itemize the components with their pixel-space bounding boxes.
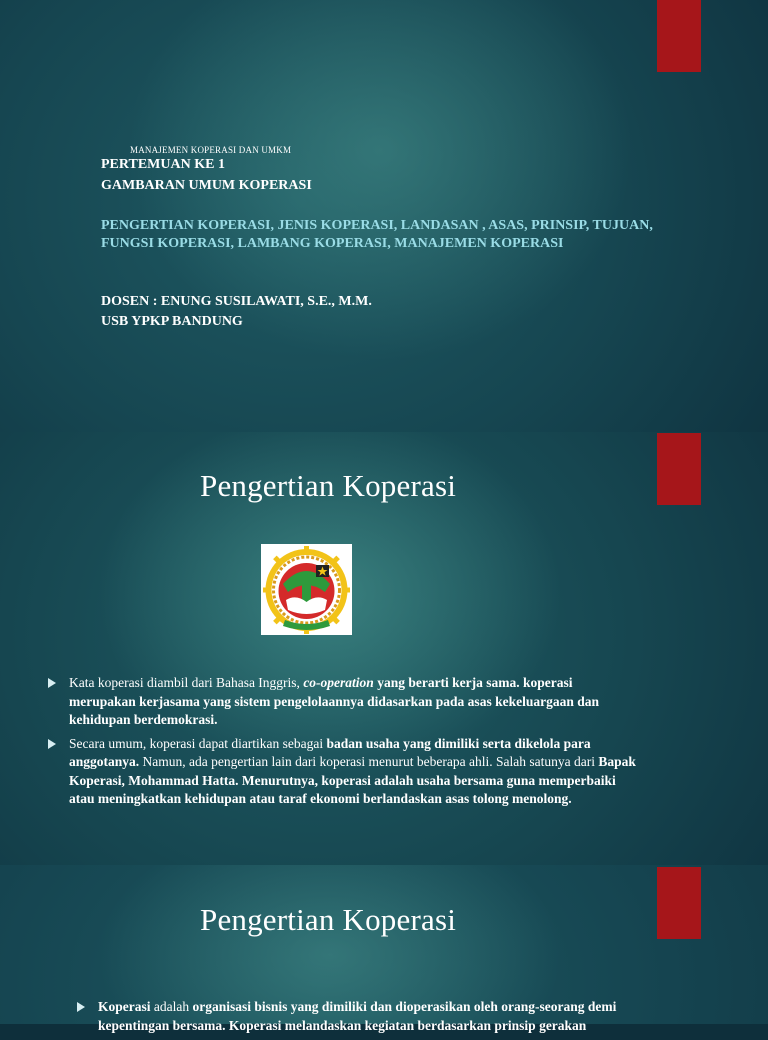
bullet-arrow-icon xyxy=(48,739,56,749)
bullet-text-bold: Koperasi xyxy=(98,999,151,1014)
bullet-text: Namun, ada pengertian lain dari koperasi menurut beberapa ahli. Salah satunya dari xyxy=(139,754,599,769)
definition-bullets xyxy=(47,674,637,814)
bullet-text-bold: Bapak Koperasi, Mohammad Hatta. Menurutnya, koperasi adalah usaha bersama guna memperbaiki atau meningkatkan kehidupan atau taraf ekonomi berlandaskan asas tolong menolong. xyxy=(69,754,636,806)
course-title: MANAJEMEN KOPERASI DAN UMKM xyxy=(130,145,292,155)
red-accent-bar xyxy=(657,0,701,72)
definition-bullets xyxy=(76,998,636,1040)
slide-title xyxy=(0,0,768,432)
cooperative-logo xyxy=(261,544,352,635)
bullet-text-bold: badan usaha yang dimiliki serta dikelola para anggotanya. xyxy=(69,735,591,769)
bullet-text: Secara umum, koperasi dapat diartikan sebagai xyxy=(69,735,327,751)
red-accent-bar xyxy=(657,867,701,939)
bullet-text-bold: organisasi bisnis yang dimiliki dan dioperasikan oleh orang-seorang demi kepentingan bersama. Koperasi melandaskan kegiatan berdasarkan prinsip gerakan xyxy=(98,999,617,1033)
bullet-text-emphasis: co-operation xyxy=(303,675,374,690)
red-accent-bar xyxy=(657,433,701,505)
bullet-text: adalah xyxy=(150,999,193,1014)
list-item xyxy=(76,998,636,1035)
bullet-text-bold: yang berarti kerja sama. koperasi merupakan kerjasama yang sistem pengelolaannya didasarkan pada asas kekeluargaan dan kehidupan berdemokrasi. xyxy=(69,675,599,727)
slide-definition xyxy=(0,432,768,865)
meeting-topic: GAMBARAN UMUM KOPERASI xyxy=(101,178,312,193)
slide-definition-continued xyxy=(0,865,768,1033)
meeting-number: PERTEMUAN KE 1 xyxy=(101,157,225,172)
bullet-text: Kata koperasi diambil dari Bahasa Inggris, xyxy=(69,675,304,690)
slide-heading: Pengertian Koperasi xyxy=(200,902,457,937)
bullet-arrow-icon xyxy=(77,1002,85,1012)
lecturer-name: DOSEN : ENUNG SUSILAWATI, S.E., M.M. xyxy=(101,294,372,309)
list-item xyxy=(47,674,637,730)
institution-name: USB YPKP BANDUNG xyxy=(101,314,243,329)
topics-subtitle: PENGERTIAN KOPERASI, JENIS KOPERASI, LANDASAN , ASAS, PRINSIP, TUJUAN, FUNGSI KOPERASI, LAMBANG KOPERASI, MANAJEMEN KOPERASI xyxy=(101,218,653,251)
list-item xyxy=(47,735,637,809)
cooperative-emblem-icon xyxy=(261,544,352,635)
slide-heading: Pengertian Koperasi xyxy=(200,468,457,503)
bullet-arrow-icon xyxy=(48,678,56,688)
